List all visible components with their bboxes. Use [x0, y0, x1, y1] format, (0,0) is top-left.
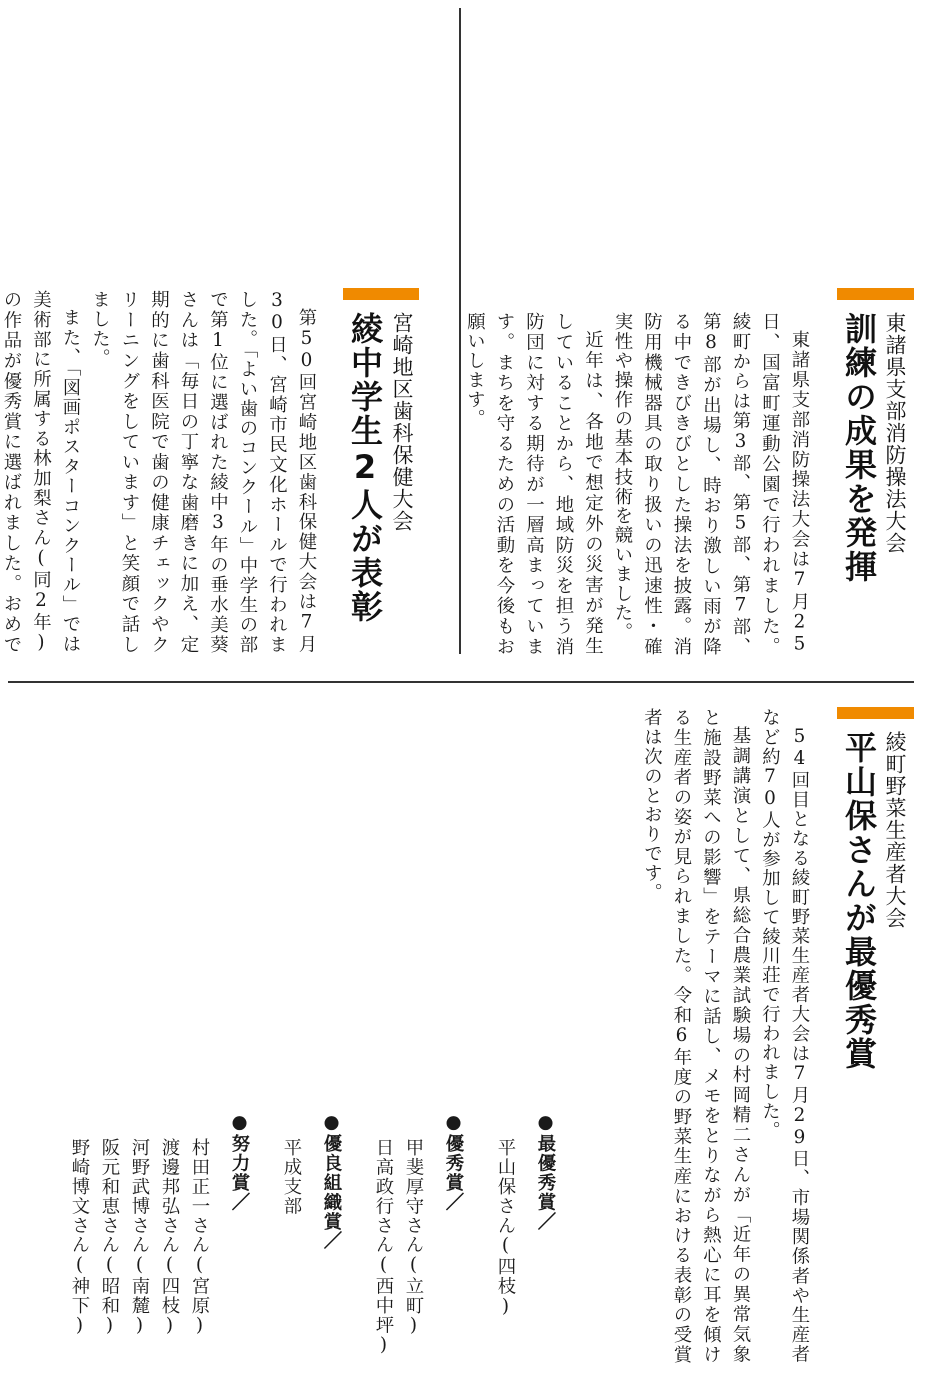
- paragraph: 第50回宮崎地区歯科保健大会は7月30日、宮崎市民文化ホールで行われました。「よい歯のコンクール」中学生の部で第1位に選ばれた綾中3年の垂水美葵さんは「毎日の丁寧な歯磨きに加え、定期的に歯科医院で歯の健康チェックやクリーニングをしています」と笑顔で話しました。: [89, 290, 317, 654]
- article-kicker: 宮崎地区歯科保健大会: [390, 312, 414, 532]
- award-category: ●優良組織賞／: [321, 1112, 342, 1251]
- accent-bar: [343, 288, 419, 300]
- award-winner: 渡邊邦弘さん(四枝): [159, 1138, 180, 1338]
- article-body: [1, 290, 321, 654]
- award-category: ●努力賞／: [229, 1112, 250, 1212]
- article-headline: 平山保さんが最優秀賞: [840, 731, 878, 1071]
- paragraph: 基調講演として、県総合農業試験場の村岡精二さんが「近年の異常気象と施設野菜への影響」をテーマに話し、メモをとりながら熱心に耳を傾ける生産者の姿が見られました。令和6年度の野菜生産における表彰の受賞者は次のとおりです。: [641, 708, 751, 1364]
- award-winner: 平山保さん(四枝): [495, 1138, 516, 1318]
- article-kicker: 東諸県支部消防操法大会: [883, 312, 907, 554]
- paragraph: 東諸県支部消防操法大会は7月25日、国富町運動公園で行われました。綾町からは第3部、第5部、第7部、第8部が出場し、時おり激しい雨が降る中できびきびとした操法を披露。消防用機械器具の取り扱いの迅速性・確実性や操作の基本技術を競いました。: [612, 312, 810, 656]
- article-kicker: 綾町野菜生産者大会: [883, 731, 907, 929]
- award-winner: 河野武博さん(南麓): [129, 1138, 150, 1338]
- paragraph: 54回目となる綾町野菜生産者大会は7月29日、市場関係者や生産者など約70人が参加して綾川荘で行われました。: [759, 708, 810, 1364]
- award-winner: 野崎博文さん(神下): [69, 1138, 90, 1338]
- article-body: [636, 708, 814, 1364]
- award-category: ●最優秀賞／: [535, 1112, 556, 1232]
- paragraph: また、「図画ポスターコンクール」では美術部に所属する林加梨さん(同2年)の作品が優秀賞に選ばれました。おめで: [1, 290, 81, 654]
- accent-bar: [837, 288, 914, 300]
- award-winner: 阪元和恵さん(昭和): [99, 1138, 120, 1338]
- award-group-effort: [64, 1112, 254, 1372]
- paragraph: 近年は、各地で想定外の災害が発生していることから、地域防災を担う消防団に対する期待が一層高まっています。まちを守るための活動を今後もお願いします。: [464, 312, 604, 656]
- article-headline: 綾中学生2人が表彰: [346, 312, 384, 624]
- award-winner: 平成支部: [281, 1138, 302, 1216]
- award-group-organization: [276, 1112, 346, 1372]
- award-winner: 村田正一さん(宮原): [189, 1138, 210, 1338]
- award-winner: 甲斐厚守さん(立町): [403, 1138, 424, 1338]
- section-divider-rule: [8, 681, 914, 683]
- awards-list: [70, 1112, 560, 1372]
- award-winner: 日高政行さん(西中坪): [373, 1138, 394, 1357]
- award-group-excellent: [368, 1112, 468, 1372]
- award-category: ●優秀賞／: [443, 1112, 464, 1212]
- article-headline: 訓練の成果を発揮: [840, 312, 878, 584]
- accent-bar: [837, 707, 914, 719]
- article-body: [464, 312, 814, 656]
- award-group-grand: [490, 1112, 560, 1372]
